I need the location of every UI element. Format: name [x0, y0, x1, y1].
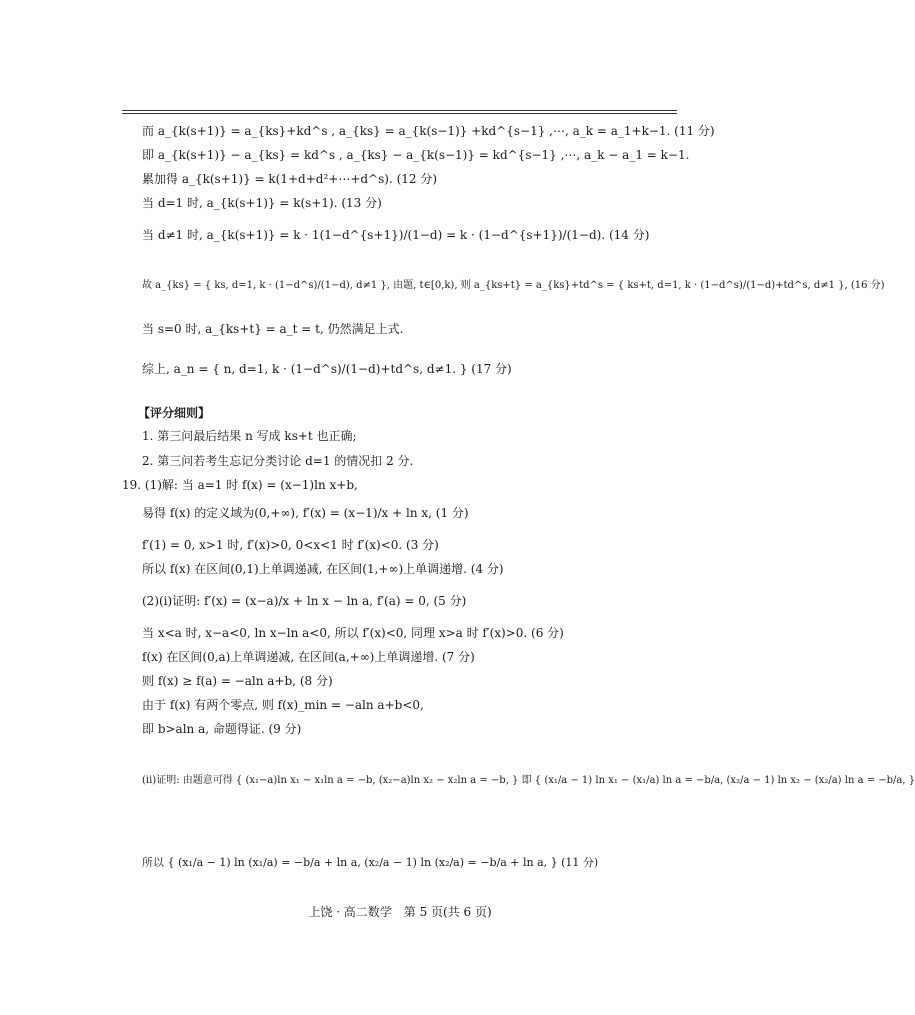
text-line: 当 s=0 时, a_{ks+t} = a_t = t, 仍然满足上式. [142, 322, 404, 336]
text-line: 则 f(x) ≥ f(a) = −aln a+b, (8 分) [142, 674, 333, 688]
text-line: 当 d=1 时, a_{k(s+1)} = k(s+1). (13 分) [142, 196, 382, 210]
text-line: (ii)证明: 由题意可得 { (x₁−a)ln x₁ − x₁ln a = −b, (x₂−a)ln x₂ − x₂ln a = −b, } 即 { (x₁/a − 1) ln x₁ − (x₁/a) ln a = −b/a, (x₂/a − 1) ln x₂ − (x₂/a) ln a = −b/a, } [142, 775, 915, 786]
text-line: 即 a_{k(s+1)} − a_{ks} = kd^s , a_{ks} − a_{k(s−1)} = kd^{s−1} ,⋯, a_k − a_1 = k−1. [142, 148, 690, 162]
text-line: 当 d≠1 时, a_{k(s+1)} = k · 1(1−d^{s+1})/(1−d) = k · (1−d^{s+1})/(1−d). (14 分) [142, 228, 650, 242]
text-line: f′(1) = 0, x>1 时, f′(x)>0, 0<x<1 时 f′(x)<0. (3 分) [142, 538, 439, 552]
page-footer: 上饶 · 高二数学 第 5 页(共 6 页) [308, 905, 492, 919]
text-line: 当 x<a 时, x−a<0, ln x−ln a<0, 所以 f′(x)<0, 同理 x>a 时 f′(x)>0. (6 分) [142, 626, 564, 640]
text-line: 1. 第三问最后结果 n 写成 ks+t 也正确; [142, 429, 357, 443]
header-rule [122, 113, 677, 114]
text-line: 由于 f(x) 有两个零点, 则 f(x)_min = −aln a+b<0, [142, 698, 424, 712]
text-line: 所以 { (x₁/a − 1) ln (x₁/a) = −b/a + ln a, (x₂/a − 1) ln (x₂/a) = −b/a + ln a, } (11 分) [142, 856, 599, 869]
text-line: 累加得 a_{k(s+1)} = k(1+d+d²+⋯+d^s). (12 分) [142, 172, 438, 186]
text-line: 综上, a_n = { n, d=1, k · (1−d^s)/(1−d)+td^s, d≠1. } (17 分) [142, 362, 512, 376]
text-line: 19. (1)解: 当 a=1 时 f(x) = (x−1)ln x+b, [122, 478, 358, 492]
text-line: 所以 f(x) 在区间(0,1)上单调递减, 在区间(1,+∞)上单调递增. (4 分) [142, 562, 504, 576]
text-line: (2)(i)证明: f′(x) = (x−a)/x + ln x − ln a, f′(a) = 0, (5 分) [142, 594, 467, 608]
header-rule [122, 110, 677, 111]
text-line: 2. 第三问若考生忘记分类讨论 d=1 的情况扣 2 分. [142, 454, 414, 468]
text-line: 故 a_{ks} = { ks, d=1, k · (1−d^s)/(1−d), d≠1 }, 由题, t∈[0,k), 则 a_{ks+t} = a_{ks}+td^s = { ks+t, d=1, k · (1−d^s)/(1−d)+td^s, d≠1 }, (16 分) [142, 280, 885, 291]
text-line: 即 b>aln a, 命题得证. (9 分) [142, 722, 302, 736]
text-line: f(x) 在区间(0,a)上单调递减, 在区间(a,+∞)上单调递增. (7 分) [142, 650, 475, 664]
text-line: 易得 f(x) 的定义域为(0,+∞), f′(x) = (x−1)/x + ln x, (1 分) [142, 506, 469, 520]
text-line: 而 a_{k(s+1)} = a_{ks}+kd^s , a_{ks} = a_{k(s−1)} +kd^{s−1} ,⋯, a_k = a_1+k−1. (11 分) [142, 124, 715, 138]
section-heading: 【评分细则】 [138, 406, 211, 420]
